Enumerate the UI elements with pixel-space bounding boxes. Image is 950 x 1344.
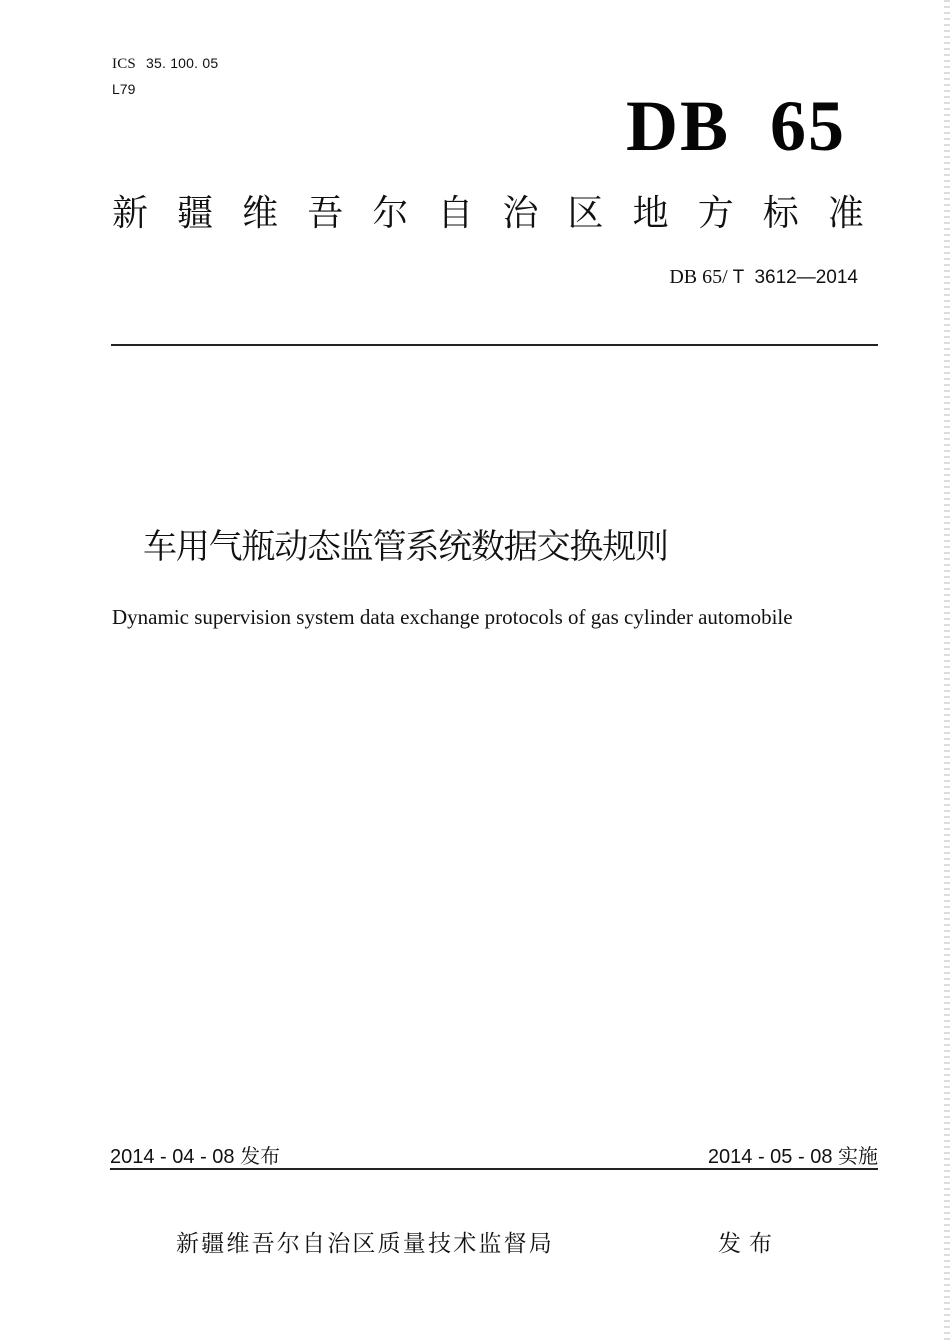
issuing-authority: 新疆维吾尔自治区质量技术监督局 xyxy=(176,1231,554,1257)
document-title-chinese: 车用气瓶动态监管系统数据交换规则 xyxy=(143,527,668,567)
category-char: 标 xyxy=(762,193,799,234)
category-char: 区 xyxy=(567,193,604,234)
standard-number xyxy=(669,265,858,290)
category-char: 新 xyxy=(112,193,149,234)
header-divider xyxy=(111,344,878,346)
category-char: 准 xyxy=(827,193,864,234)
implement-date-value: 2014 - 05 - 08 xyxy=(707,1146,838,1168)
publish-date-value: 2014 - 04 - 08 xyxy=(110,1146,241,1168)
category-char: 尔 xyxy=(372,193,409,234)
category-char: 方 xyxy=(697,193,734,234)
category-char: 维 xyxy=(242,193,279,234)
ccs-code: L79 xyxy=(112,81,136,97)
dates-divider xyxy=(110,1168,878,1170)
implement-date xyxy=(708,1143,878,1170)
standard-number-code: T 3612—2014 xyxy=(727,267,858,288)
document-title-english: Dynamic supervision system data exchange protocols of gas cylinder automobile xyxy=(112,605,793,629)
standard-number-prefix: DB 65/ xyxy=(669,266,728,288)
implement-date-label: 实施 xyxy=(838,1144,878,1168)
ics-label: ICS xyxy=(112,56,136,72)
standard-category-heading xyxy=(112,190,864,238)
publish-date xyxy=(110,1143,280,1170)
issuing-action: 发布 xyxy=(718,1231,780,1257)
category-char: 治 xyxy=(502,193,539,234)
publish-date-label: 发布 xyxy=(240,1144,281,1168)
category-char: 疆 xyxy=(177,193,214,234)
category-char: 地 xyxy=(632,193,669,234)
ics-classification xyxy=(112,54,218,73)
scan-edge-artifact xyxy=(944,0,950,1344)
category-char: 自 xyxy=(437,193,474,234)
db-standard-mark: DB 65 xyxy=(625,86,846,166)
ics-code: 35. 100. 05 xyxy=(146,55,219,71)
category-char: 吾 xyxy=(307,193,344,234)
